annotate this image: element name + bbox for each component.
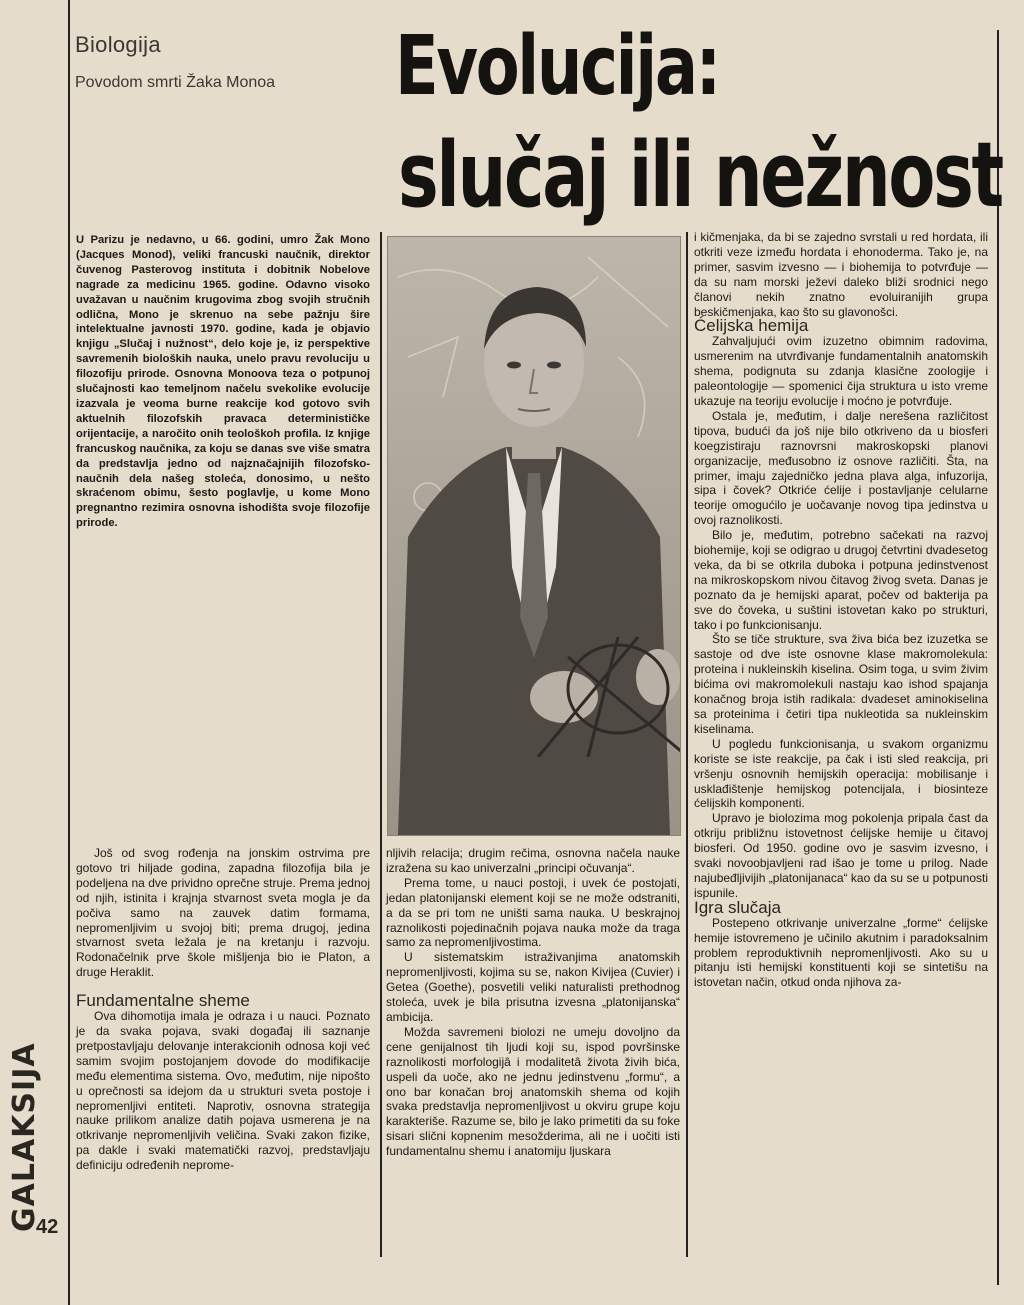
subhead-celijska-hemija: Ćelijska hemija [694,316,809,336]
page-number: 42 [36,1216,59,1238]
col1-paragraph-2: Ova dihomotija imala je odraza i u nauci. Poznato je da svaka pojava, svaki događaj ili saznanje pretpostavljaju delovanje interakcionih odnosa koji već samim svojim postojanjem dovode do modifikacije među elementima sistema. Ovo, međutim, nije nipošto u oprečnosti sa idejom da u strukturi sveta postoje i nepromenljivi entiteti. Naprotiv, osnovna strategija nauke prilikom analize datih pojava usmerena je na otkrivanje nepromenljivih veličina. Svaki zakon fizike, pa dakle i svaki matematički razvoj, predstavljaju definiciju određenih neprome- [76,1009,370,1173]
col3-paragraph-6: U pogledu funkcionisanja, u svakom organizmu koriste se iste reakcije, pa čak i isti sled reakcija, pri vršenju osnovnih hemijskih operacija: mobilisanje i usklađištenje hemijskog potencijala, i biosinteze ćelijskih komponenti. [694,736,988,811]
subhead-fundamentalne-sheme: Fundamentalne sheme [76,991,250,1011]
col1-paragraph-1: Još od svog rođenja na jonskim ostrvima pre gotovo tri hiljade godina, zapadna filozofija bila je podeljena na dve prividno oprečne struje. Prema jednoj od njih, istinita i krajnja stvarnost sveta mogla je da počiva samo na zauvek datim formama, nepromenljivim u svojoj biti; prema drugoj, jedina stvarnost sveta ležala je na kretanju i razvoju. Rodonačelnik prve škole mišljenja bio ie Platon, a druge Heraklit. [76,846,370,980]
portrait-photo [387,236,681,836]
col2-paragraph-3: U sistematskim istraživanjima anatomskih nepromenljivosti, kojima su se, nakon Kivijea (Cuvier) i Getea (Goethe), posvetili veliki naturalisti prethodnog stoleća, uvek je bila prisutna izvesna „platonijanska“ ambicija. [386,950,680,1024]
col3-paragraph-7: Upravo je biolozima mog pokolenja pripala čast da otkriju približnu istovetnost ćelijske hemije u čitavoj biosferi. Od 1950. godine ovo je sasvim izvesno, i svaki novoobjavljeni rad išao je tome u prilog. Nade najubeđljivijih „platonijanaca“ kao da su se u potpunosti ispunile. [694,811,988,900]
subhead-igra-slucaja: Igra slučaja [694,897,781,917]
col2-paragraph-1: nljivih relacija; drugim rečima, osnovna načela nauke izražena su kao univerzalni „principi očuvanja“. [386,846,680,875]
col3-paragraph-3: Ostala je, međutim, i dalje nerešena različitost tipova, budući da još nije bilo otkriveno da u biosferi koegzistiraju raznovrsni makroskopski planovi organizacije, međusobno iz osnove različiti. Šta, na primer, imaju zajedničko jedna plava alga, infuzorija, sipa i čovek? Otkriće ćelije i postavljanje celularne teorije omogućilo je uočavanje novog tipa jedinstva u ovoj raznolikosti. [694,408,988,528]
col3-paragraph-8: Postepeno otkrivanje univerzalne „forme“ ćelijske hemije istovremeno je učinilo akutnim i paradoksalnim problem reproduktivnih nepromenljivosti. Ako su u pitanju isti hemijski konstituenti koji se sintetišu na istovetan način, otkud onda njihova za- [694,915,988,990]
article-title-line-1: Evolucija: [395,19,719,114]
left-margin-rule [68,0,70,1305]
col3-paragraph-1: i kičmenjaka, da bi se zajedno svrstali u red hordata, ili otkriti veze između hordata i ehonoderma. Tako je, na primer, sasvim izvesno — i biohemija to potvrđuje — da su nam morski ježevi daleko bliži srodnici nego članovi nekih znatno evoluiranijih grupa beskičmenjaka, kao što su glavonošci. [694,230,988,319]
column-3 [694,230,988,990]
col3-paragraph-4: Bilo je, međutim, potrebno sačekati na razvoj biohemije, koji se odigrao u drugoj četvrtini dvadesetog veka, da bi se otkrila duboka i potpuna jedinstvenost na mikroskopskom nivou čitavog živog sveta. Danas je poznato da je hemijski aparat, počev od bakterija pa sve do čoveka, u suštini istovetan kako po strukturi, tako i po funkcionisanju. [694,528,988,632]
column-divider-2 [686,232,688,1257]
section-label: Biologija [75,32,161,57]
article-title-line-2: slučaj ili nežnost [398,123,1002,228]
lead-paragraph: U Parizu je nedavno, u 66. godini, umro Žak Mono (Jacques Monod), veliki francuski naučnik, direktor čuvenog Pasterovog instituta i dobitnik Nobelove nagrade za medicinu 1965. godine. Odavno visoko uvažavan u naučnim krugovima zbog svojih stručnih odlična, Mono je skrenuo na sebe pažnju šire intelektualne javnosti 1970. godine, kada je objavio knjigu „Slučaj i nužnost“, delo koje je, iz perspektive savremenih bioloških nauka, unelo pravu revoluciju u filozofiju prirode. Osnovna Monoova teza o potpunoj slučajnosti kao temeljnom načelu svekolike evolucije izazvala je veoma burne reakcije kod gotovo svih aktuelnih filozofskih pravaca determinističke orijentacije, a naročito onih teološkoh profila. Iz knjige francuskog naučnika, za koju se danas sve više smatra da predstavlja jedno od najznačajnijih filozofsko-naučnih dela našeg stoleća, donosimo, u nešto skraćenom obimu, šesto poglavlje, u kome Mono pregnantno rezimira osnovna ishodišta svoje filozofije prirode. [76,234,370,530]
article-kicker: Povodom smrti Žaka Monoa [75,74,276,91]
col2-paragraph-4: Možda savremeni biolozi ne umeju dovoljno da cene genijalnost tih ljudi koji su, ispod površinske raznolikosti morfologijâ i modalitetâ života živih bića, uspeli da uoče, ako ne jednu jedinstvenu „formu“, a ono bar konačan broj anatomskih shema od kojih svaka predstavlja nepromenljivost u okviru grupe koju karakteriše. Razume se, bilo je lako primetiti da su foke sisari slični kopnenim mesožderima, ali ne i uočiti isti fundamentalnu shemu i anatomiju ljuskara [386,1024,680,1159]
portrait-illustration [388,237,680,835]
article-lead [76,233,370,531]
column-2 [386,846,680,1159]
col3-paragraph-5: Što se tiče strukture, sva živa bića bez izuzetka se sastoje od dve iste osnovne klase makromolekula: proteina i nukleinskih kiselina. Osim toga, u svim živim bićima ovi makromolekuli nastaju kao ishod spajanja konačnog broja istih radikala: dvadeset aminokiselina sa proteinima i četiri tipa nukleotida sa nukleinskim kiselinama. [694,632,988,736]
col3-paragraph-2: Zahvaljujući ovim izuzetno obimnim radovima, usmerenim na utvrđivanje fundamentalnih anatomskih shema, podignuta su zdanja klasične zoologije i paleontologije — spomenici čija struktura u isto vreme ukazuje na teoriju evolucije i moćno je potvrđuje. [694,334,988,408]
col2-paragraph-2: Prema tome, u nauci postoji, i uvek će postojati, jedan platonijanski element koji se ne može odstraniti, a da se pri tom ne uništi sama nauka. U beskrajnoj raznolikosti pojedinačnih pojava nauka može da traga samo za nepromenljivostima. [386,875,680,950]
magazine-name: GALAKSIJA [7,1042,42,1232]
column-1 [76,846,370,1173]
column-divider-1 [380,232,382,1257]
